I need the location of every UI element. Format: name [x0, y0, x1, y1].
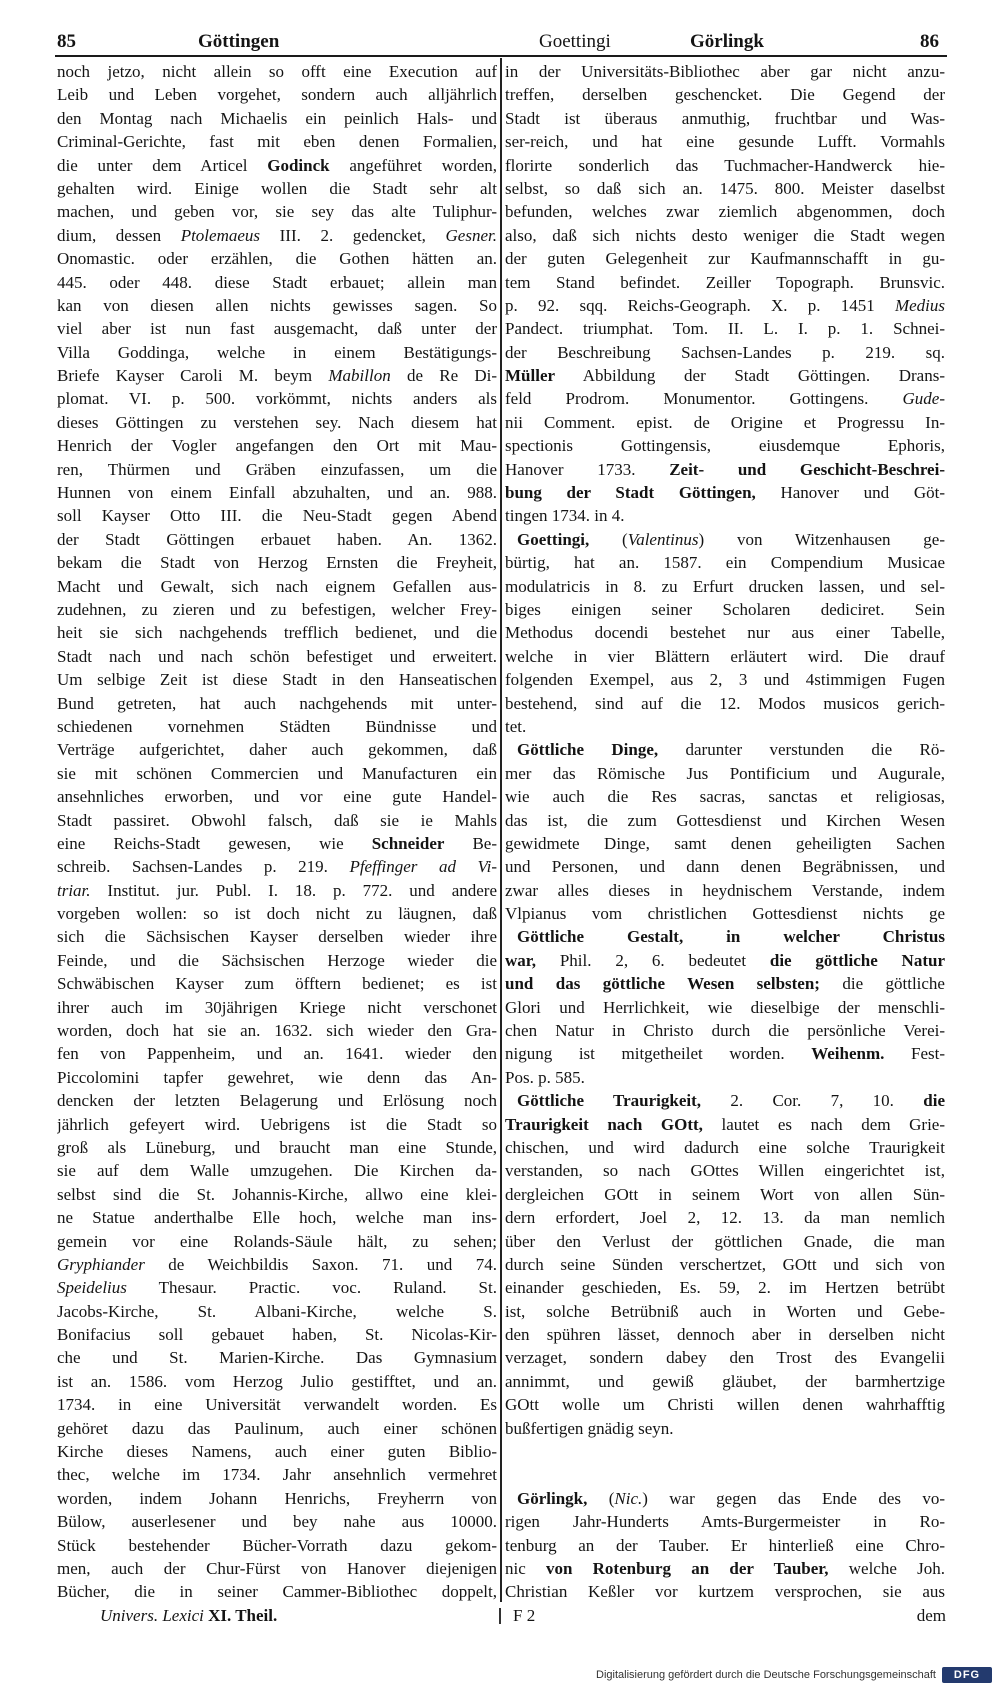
left-column: [57, 60, 497, 1604]
bold-run: von Rotenburg an der Tauber,: [545, 1559, 829, 1579]
right-column-line: [505, 738, 945, 761]
left-column-line: sie auf dem Walle umzugehen. Die Kirchen da-: [57, 1161, 497, 1181]
text-run: eine Reichs-Stadt gewesen, wie: [57, 833, 372, 853]
text-run: darunter verstunden die Rö-: [658, 740, 945, 760]
text-run: Briefe Kayser Caroli M. beym: [57, 366, 329, 386]
left-column-line: dieses Göttingen zu verstehen sey. Nach diesem hat: [57, 412, 497, 432]
left-column-line: dencken der letzten Belagerung und Erlösung noch: [57, 1091, 497, 1111]
text-run: Institut. jur. Publ. I. 18. p. 772. und andere: [90, 880, 497, 900]
column-divider: [500, 58, 502, 1602]
left-column-line: Um selbige Zeit ist diese Stadt in den Hanseatischen: [57, 670, 497, 690]
text-run: Abbildung der Stadt Göttingen. Drans-: [555, 366, 945, 386]
bold-run: bung der Stadt Göttingen,: [505, 483, 756, 503]
bold-run: war,: [505, 950, 537, 970]
right-column-line: bußfertigen gnädig seyn.: [505, 1418, 674, 1438]
bold-run: Görlingk,: [517, 1488, 588, 1508]
right-column-line: chen Natur in Christo durch die persönliche Verei-: [505, 1021, 945, 1041]
left-column-line: Stadt nach und nach schön befestiget und erweitert.: [57, 646, 497, 666]
catchword: dem: [916, 1606, 946, 1625]
right-column-line: [505, 1042, 945, 1065]
right-column-line: zwar alles dieses in heydnischem Verstande, indem: [505, 880, 945, 900]
right-column-line: tingen 1734. in 4.: [505, 506, 625, 526]
text-run: Hanover und Göt-: [755, 483, 945, 503]
right-column-line: [505, 387, 945, 410]
italic-run: Gesner.: [445, 225, 497, 245]
right-column-line: befunden, welches zwar ziemlich abgenommen, doch: [505, 202, 945, 222]
right-column-line: über den Verlust der göttlichen Gnade, die man: [505, 1231, 945, 1251]
right-column-line: florirte sonderlich das Tuchmacher-Handwerck hie-: [505, 155, 945, 175]
right-column-line: also, daß sich nichts desto weniger die Stadt wegen: [505, 225, 945, 245]
italic-run: Gude-: [902, 389, 945, 409]
left-column-line: der Stadt Göttingen erbauet haben. An. 1362.: [57, 529, 497, 549]
running-head-left: Göttingen: [198, 31, 280, 52]
page-number-left: 85: [57, 31, 76, 52]
right-column-line: durch seine Sünden verschertzet, GOtt und sich von: [505, 1254, 945, 1274]
signature-mark: F 2: [513, 1606, 536, 1625]
left-column-line: [57, 154, 497, 177]
left-column-line: ihrer auch im 30jährigen Kriege nicht verschonet: [57, 997, 497, 1017]
right-column-line: welche in vier Blättern erläutert wird. Die drauf: [505, 646, 945, 666]
left-column-line: ne Statue anderthalbe Elle hoch, welche man ins-: [57, 1208, 497, 1228]
text-run: schreib. Sachsen-Landes p. 219.: [57, 857, 350, 877]
left-column-line: [57, 1253, 497, 1276]
left-column-line: zudehnen, zu zieren und zu befestigen, welcher Frey-: [57, 599, 497, 619]
right-column-line: dern erfordert, Joel 2, 12. 13. da man nemlich: [505, 1208, 945, 1228]
left-column-line: Bücher, die in seiner Cammer-Bibliothec doppelt,: [57, 1582, 497, 1602]
right-column-line: und Personen, und dann denen Begräbnissen, und: [505, 857, 945, 877]
text-run: (: [587, 1488, 615, 1508]
text-run: ) war gegen das Ende des vo-: [642, 1488, 945, 1508]
left-column-line: Villa Goddinga, welche in einem Bestätigungs-: [57, 342, 497, 362]
right-column: [505, 60, 945, 1604]
text-run: (: [589, 529, 628, 549]
right-column-line: [505, 528, 945, 551]
right-column-line: [505, 294, 945, 317]
right-column-line: rigen Jahr-Hunderts Amts-Burgermeister in Ro-: [505, 1512, 945, 1532]
italic-run: Ptolemaeus: [180, 225, 261, 245]
right-column-line: [505, 481, 945, 504]
left-column-line: den Montag nach Michaelis ein peinlich Hals- und: [57, 108, 497, 128]
text-run: de Re Di-: [390, 366, 497, 386]
left-column-line: soll Kayser Otto III. die Neu-Stadt gegen Abend: [57, 506, 497, 526]
right-column-line: [505, 1089, 945, 1112]
bold-run: die göttliche Natur: [769, 950, 945, 970]
left-column-line: Macht und Gewalt, sich nach eignem Gefallen aus-: [57, 576, 497, 596]
bold-run: Göttliche Gestalt, in welcher Christus: [517, 927, 945, 947]
right-column-line: der guten Gelegenheit zur Kaufmannschafft in gu-: [505, 249, 945, 269]
italic-run: Mabillon: [328, 366, 391, 386]
left-column-line: Bund getreten, hat auch nachgehends mit unter-: [57, 693, 497, 713]
left-column-line: thec, welche im 1734. Jahr ansehnlich vermehret: [57, 1465, 497, 1485]
left-column-line: Hunnen von einem Einfall abzuhalten, und an. 988.: [57, 483, 497, 503]
left-column-line: ansehnliches erworben, und vor eine gute Handel-: [57, 787, 497, 807]
right-column-line: Stadt ist überaus anmuthig, fruchtbar und Was-: [505, 108, 945, 128]
volume-part: XI. Theil.: [208, 1606, 278, 1625]
left-column-line: heit sie sich nachgehends trefflich bedienet, und die: [57, 623, 497, 643]
text-run: die unter dem Articel: [57, 155, 268, 175]
right-column-line: bestehend, sind auf die 12. Modos musicos gerich-: [505, 693, 945, 713]
bold-run: Traurigkeit nach GOtt,: [505, 1114, 703, 1134]
left-column-line: gehalten wird. Einige wollen die Stadt sehr alt: [57, 178, 497, 198]
left-column-line: worden, indem Johann Henrichs, Freyherrn von: [57, 1488, 497, 1508]
left-column-line: che und St. Marien-Kirche. Das Gymnasium: [57, 1348, 497, 1368]
left-column-line: Stadt passiret. Obwohl falsch, daß sie ie Mahls: [57, 810, 497, 830]
right-column-line: folgenden Exempel, aus 2, 3 und 4stimmigen Fugen: [505, 670, 945, 690]
text-run: III. 2. gedencket,: [260, 225, 446, 245]
right-column-line: Glori und Herrlichkeit, wie dieselbige der menschli-: [505, 997, 945, 1017]
bold-run: Zeit- und Geschicht-Beschrei-: [669, 459, 945, 479]
header-rule: [55, 55, 947, 57]
running-head-right-first: Goettingi: [539, 31, 611, 52]
left-column-line: Verträge aufgerichtet, daher auch gekommen, daß: [57, 740, 497, 760]
volume-title-text: Univers. Lexici: [100, 1606, 204, 1625]
left-column-line: gehöret dazu das Paulinum, auch einer schönen: [57, 1418, 497, 1438]
text-run: feld Prodrom. Monumentor. Gottingens.: [505, 389, 903, 409]
right-column-line: [505, 1557, 945, 1580]
left-column-line: [57, 1276, 497, 1299]
left-column-line: [57, 855, 497, 878]
left-column-line: Kirche dieses Namens, auch einer guten Biblio-: [57, 1442, 497, 1462]
right-column-line: [505, 972, 945, 995]
right-column-line: Vlpianus vom christlichen Gottesdienst nichts ge: [505, 904, 945, 924]
bold-run: Göttliche Traurigkeit,: [517, 1091, 702, 1111]
right-column-line: treffen, derselben geschencket. Die Gegend der: [505, 85, 945, 105]
left-column-line: bekam die Stadt von Herzog Ernsten die Freyheit,: [57, 553, 497, 573]
left-column-line: Bonifacius soll gebauet haben, St. Nicolas-Kir-: [57, 1325, 497, 1345]
right-column-line: den spühren lässet, dennoch aber in derselben nicht: [505, 1325, 945, 1345]
right-column-line: biges einigen seiner Scholaren dediciret. Sein: [505, 599, 945, 619]
italic-run: Speidelius: [57, 1278, 127, 1298]
left-column-line: sie mit schönen Commercien und Manufacturen ein: [57, 763, 497, 783]
text-run: de Weichbildis Saxon. 71. und 74.: [144, 1254, 497, 1274]
right-column-line: tet.: [505, 716, 527, 736]
text-run: Phil. 2, 6. bedeutet: [536, 950, 770, 970]
left-column-line: [57, 832, 497, 855]
bold-run: Weihenm.: [811, 1044, 885, 1064]
right-column-line: [505, 364, 945, 387]
left-column-line: fen von Pappenheim, und an. 1641. wieder den: [57, 1044, 497, 1064]
right-column-line: selbst, so daß sich an. 1475. 800. Meister daselbst: [505, 178, 945, 198]
text-run: Hanover 1733.: [505, 459, 670, 479]
left-column-line: schiedenen vornehmen Städten Bündnisse und: [57, 716, 497, 736]
left-column-line: jährlich gefeyert wird. Uebrigens ist die Stadt so: [57, 1114, 497, 1134]
italic-run: Medius: [894, 295, 945, 315]
left-column-line: Onomastic. oder erzählen, die Gothen hätten an.: [57, 249, 497, 269]
bold-run: Göttliche Dinge,: [517, 740, 659, 760]
bold-run: Godinck: [267, 155, 330, 175]
right-column-line: mer das Römische Jus Pontificium und Augurale,: [505, 763, 945, 783]
left-column-line: Feinde, und die Sächsischen Herzoge wieder die: [57, 950, 497, 970]
left-column-line: noch jetzo, nicht allein so offt eine Execution auf: [57, 62, 497, 81]
text-run: die göttliche: [819, 974, 945, 994]
bold-run: und das göttliche Wesen selbsten;: [505, 974, 820, 994]
text-run: lautet es nach dem Grie-: [702, 1114, 945, 1134]
left-column-line: viel aber ist nun fast ausgemacht, daß unter der: [57, 319, 497, 339]
right-column-line: verzaget, sondern dabey den Trost des Evangelii: [505, 1348, 945, 1368]
text-run: Thesaur. Practic. voc. Ruland. St.: [126, 1278, 497, 1298]
left-column-line: selbst sind die St. Johannis-Kirche, allwo eine klei-: [57, 1184, 497, 1204]
right-column-line: einander geschieden, Es. 59, 2. im Hertzen betrübt: [505, 1278, 945, 1298]
left-column-line: Jacobs-Kirche, St. Albani-Kirche, welche S.: [57, 1301, 497, 1321]
right-column-line: Christian Keßler vor kurtzem versprochen, sie aus: [505, 1582, 945, 1602]
left-column-line: gemein vor eine Rolands-Säule hält, zu sehen;: [57, 1231, 497, 1251]
right-column-line: spectionis Gottingensis, eiusdemque Ephoris,: [505, 436, 945, 456]
left-column-line: Piccolomini tapfer gewehret, wie denn das An-: [57, 1067, 497, 1087]
text-run: Fest-: [884, 1044, 945, 1064]
bold-run: Müller: [505, 366, 556, 386]
left-column-line: Schwäbischen Kayser zum öfftern bedienet; es ist: [57, 974, 497, 994]
right-column-line: in der Universitäts-Bibliothec aber gar nicht anzu-: [505, 62, 945, 81]
left-column-line: 1734. in eine Universität verwandelt worden. Es: [57, 1395, 497, 1415]
text-run: 2. Cor. 7, 10.: [701, 1091, 924, 1111]
left-column-line: kan von diesen allen nichts gewisses sagen. So: [57, 295, 497, 315]
left-column-line: [57, 879, 497, 902]
text-run: nigung ist mitgetheilet worden.: [505, 1044, 812, 1064]
italic-run: Gryphiander: [57, 1254, 145, 1274]
left-column-line: 445. oder 448. diese Stadt erbauet; allein man: [57, 272, 497, 292]
right-column-line: chischen, und wird dadurch eine solche Traurigkeit: [505, 1137, 945, 1157]
text-run: ) von Witzenhausen ge-: [698, 529, 945, 549]
text-run: dium, dessen: [57, 225, 181, 245]
right-column-line: Pos. p. 585.: [505, 1067, 585, 1087]
right-column-line: verstanden, so nach GOttes Willen eingerichtet ist,: [505, 1161, 945, 1181]
bold-run: Goettingi,: [517, 529, 590, 549]
right-column-line: [505, 458, 945, 481]
right-column-line: ser-reich, und hat eine gesunde Lufft. Vormahls: [505, 132, 945, 152]
right-column-line: [505, 1113, 945, 1136]
dfg-logo: DFG: [942, 1667, 992, 1683]
left-column-line: worden, doch hat sie an. 1632. sich wieder den Gra-: [57, 1021, 497, 1041]
bold-run: Schneider: [371, 833, 445, 853]
left-column-line: vorgeben wollen: so ist doch nicht zu läugnen, daß: [57, 904, 497, 924]
right-column-line: [505, 925, 945, 948]
left-column-line: [57, 364, 497, 387]
right-column-line: tem Stand befindet. Zeiller Topograph. Brunsvic.: [505, 272, 945, 292]
column-divider-fragment: [499, 1608, 501, 1624]
right-column-line: dergleichen GOtt in seinem Wort von allen Sün-: [505, 1184, 945, 1204]
italic-run: Valentinus: [627, 529, 699, 549]
right-column-line: nii Comment. epist. de Origine et Progressu In-: [505, 412, 945, 432]
running-head-right-last: Görlingk: [690, 31, 764, 52]
digitization-credit: Digitalisierung gefördert durch die Deutsche Forschungsgemeinschaft: [596, 1669, 936, 1681]
left-column-line: plomat. VI. p. 500. vorkömmt, nichts anders als: [57, 389, 497, 409]
right-column-line: GOtt wolle um Christi willen denen wahrhafftig: [505, 1395, 945, 1415]
italic-run: Pfeffinger ad Vi-: [349, 857, 497, 877]
bold-run: die: [923, 1091, 945, 1111]
right-column-line: ist, solche Betrübniß auch in Worten und Gebe-: [505, 1301, 945, 1321]
right-column-line: [505, 949, 945, 972]
left-column-line: ist an. 1586. vom Herzog Julio gestifftet, und an.: [57, 1371, 497, 1391]
right-column-line: Methodus docendi bestehet nur aus einer Tabelle,: [505, 623, 945, 643]
text-run: nic: [505, 1559, 546, 1579]
right-column-line: annimmt, und gewiß gläubet, der barmhertzige: [505, 1371, 945, 1391]
text-run: Be-: [444, 833, 497, 853]
italic-run: Nic.: [614, 1488, 643, 1508]
left-column-line: sich die Sächsischen Kayser derselben wieder ihre: [57, 927, 497, 947]
left-column-line: Bülow, auserlesener und bey nahe aus 10000.: [57, 1512, 497, 1532]
left-column-line: Leib und Leben vorgehet, sondern auch alljährlich: [57, 85, 497, 105]
right-column-line: [505, 1487, 945, 1510]
text-run: p. 92. sqq. Reichs-Geograph. X. p. 1451: [505, 295, 895, 315]
left-column-line: men, auch der Chur-Fürst von Hanover diejenigen: [57, 1559, 497, 1578]
text-run: welche Joh.: [828, 1559, 945, 1579]
left-column-line: [57, 224, 497, 247]
left-column-line: Stück bestehender Bücher-Vorrath dazu gekom-: [57, 1535, 497, 1555]
right-column-line: gewidmete Dinge, samt denen geheiligten Sachen: [505, 833, 945, 853]
left-column-line: Criminal-Gerichte, fast mit eben denen Formalien,: [57, 132, 497, 152]
right-column-line: bürtig, hat an. 1587. ein Compendium Musicae: [505, 553, 945, 573]
italic-run: triar.: [57, 880, 91, 900]
right-column-line: modulatricis in 8. zu Erfurt drucken lassen, und sel-: [505, 576, 945, 596]
text-run: angeführet worden,: [329, 155, 497, 175]
page-number-right: 86: [920, 31, 939, 52]
right-column-line: Pandect. triumphat. Tom. II. L. I. p. 1. Schnei-: [505, 319, 945, 339]
volume-title: [100, 1604, 277, 1627]
right-column-line: wie auch die Res sacras, sanctas et religiosas,: [505, 787, 945, 807]
left-column-line: Henrich der Vogler angefangen den Ort mit Mau-: [57, 436, 497, 456]
right-column-line: das ist, die zum Gottesdienst und Kirchen Wesen: [505, 810, 945, 830]
right-column-line: der Beschreibung Sachsen-Landes p. 219. sq.: [505, 342, 945, 362]
left-column-line: ren, Thürmen und Gräben einzufassen, um die: [57, 459, 497, 479]
left-column-line: machen, und geben vor, sie sey das alte Tuliphur-: [57, 202, 497, 222]
right-column-line: tenburg an der Tauber. Er hinterließ eine Chro-: [505, 1535, 945, 1555]
left-column-line: groß als Lüneburg, und braucht man eine Stunde,: [57, 1137, 497, 1157]
